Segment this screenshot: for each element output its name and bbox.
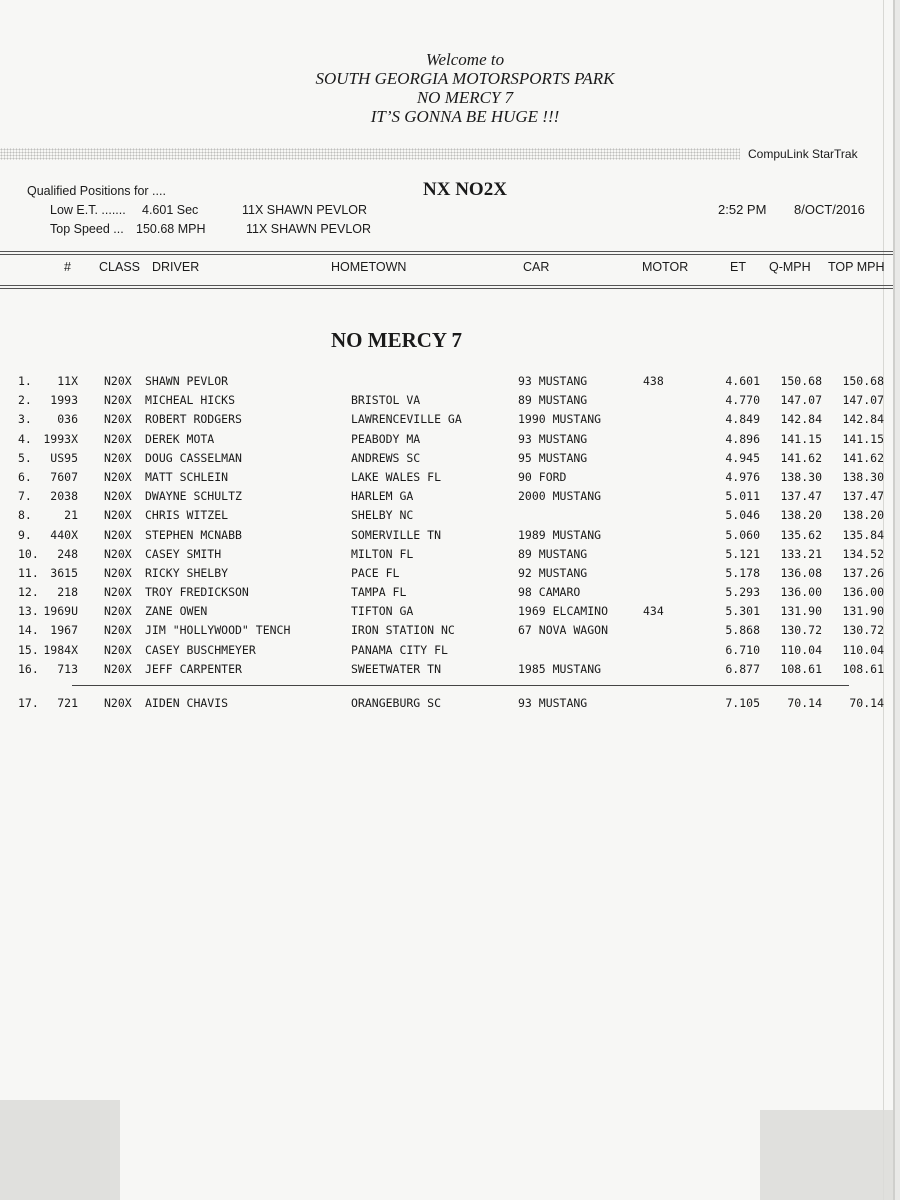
results-row: [0, 660, 893, 679]
cell-position: 2.: [18, 393, 32, 408]
cell-car: 1985 MUSTANG: [518, 661, 602, 676]
cell-et: 5.293: [725, 585, 760, 600]
results-row: [0, 545, 893, 564]
cell-qualifying-mph: 142.84: [780, 412, 822, 427]
cell-car-number: 2038: [50, 489, 78, 504]
cell-driver: DEREK MOTA: [145, 431, 215, 446]
cell-car: 95 MUSTANG: [518, 450, 588, 465]
cell-top-mph: 136.00: [842, 585, 884, 600]
col-header-topmph: TOP MPH: [828, 260, 885, 274]
cell-car-number: 21: [64, 508, 78, 523]
cell-hometown: PEABODY MA: [351, 431, 421, 446]
header-rule-top-double: [0, 254, 893, 255]
cell-position: 10.: [18, 546, 39, 561]
cell-position: 12.: [18, 585, 39, 600]
col-header-motor: MOTOR: [642, 260, 689, 274]
top-speed-label: Top Speed ...: [50, 222, 124, 236]
results-row: [0, 487, 893, 506]
results-row: [0, 641, 893, 660]
results-row: [0, 564, 893, 583]
cell-hometown: TAMPA FL: [351, 585, 407, 600]
cell-top-mph: 147.07: [842, 393, 884, 408]
qualifier-cutoff-line: [72, 685, 849, 686]
class-title: NX NO2X: [423, 179, 507, 200]
cell-qualifying-mph: 141.15: [780, 431, 822, 446]
cell-class: N20X: [104, 431, 132, 446]
cell-car-number: 1984X: [43, 642, 78, 657]
cell-top-mph: 150.68: [842, 374, 884, 388]
results-row: [0, 526, 893, 545]
cell-class: N20X: [104, 565, 132, 580]
cell-top-mph: 141.15: [842, 431, 884, 446]
cell-class: N20X: [104, 393, 132, 408]
cell-car-number: 11X: [57, 374, 78, 388]
cell-car-number: 218: [57, 585, 78, 600]
cell-position: 17.: [18, 696, 39, 710]
cell-qualifying-mph: 130.72: [780, 623, 822, 638]
cell-top-mph: 134.52: [842, 546, 884, 561]
cell-driver: JEFF CARPENTER: [145, 661, 242, 676]
col-header-car: CAR: [523, 260, 550, 274]
cell-driver: DWAYNE SCHULTZ: [145, 489, 242, 504]
cell-driver: ZANE OWEN: [145, 604, 208, 619]
cell-qualifying-mph: 133.21: [780, 546, 822, 561]
header-rule-bottom-double: [0, 288, 893, 289]
cell-driver: CHRIS WITZEL: [145, 508, 229, 523]
cell-car: 90 FORD: [518, 469, 567, 484]
cell-hometown: SOMERVILLE TN: [351, 527, 442, 542]
cell-et: 5.301: [725, 604, 760, 619]
cell-driver: TROY FREDICKSON: [145, 585, 249, 600]
results-row: [0, 602, 893, 621]
cell-et: 5.011: [725, 489, 760, 504]
cell-car: 2000 MUSTANG: [518, 489, 602, 504]
cell-position: 16.: [18, 661, 39, 676]
cell-class: N20X: [104, 412, 132, 427]
low-et-label: Low E.T. .......: [50, 203, 126, 217]
cell-driver: CASEY SMITH: [145, 546, 222, 561]
cell-hometown: ANDREWS SC: [351, 450, 421, 465]
cell-car: 89 MUSTANG: [518, 546, 588, 561]
cell-top-mph: 138.20: [842, 508, 884, 523]
cell-et: 4.896: [725, 431, 760, 446]
cell-position: 7.: [18, 489, 32, 504]
cell-driver: MATT SCHLEIN: [145, 469, 229, 484]
cell-class: N20X: [104, 450, 132, 465]
cell-car: 1989 MUSTANG: [518, 527, 602, 542]
cell-qualifying-mph: 136.00: [780, 585, 822, 600]
cell-car-number: 1967: [50, 623, 78, 638]
cell-position: 9.: [18, 527, 32, 542]
cell-car-number: 1993X: [43, 431, 78, 446]
cell-et: 4.849: [725, 412, 760, 427]
low-et-holder: 11X SHAWN PEVLOR: [242, 203, 368, 217]
results-row: [0, 449, 893, 468]
cell-driver: RICKY SHELBY: [145, 565, 229, 580]
cell-top-mph: 70.14: [849, 696, 884, 710]
cell-top-mph: 110.04: [842, 642, 884, 657]
cell-car-number: 721: [57, 696, 78, 710]
cell-qualifying-mph: 147.07: [780, 393, 822, 408]
cell-top-mph: 137.26: [842, 565, 884, 580]
results-row: [0, 430, 893, 449]
cell-qualifying-mph: 138.20: [780, 508, 822, 523]
cell-car: 1969 ELCAMINO: [518, 604, 609, 619]
col-header-et: ET: [730, 260, 746, 274]
cell-class: N20X: [104, 469, 132, 484]
cell-motor: 438: [643, 374, 664, 388]
cell-et: 4.770: [725, 393, 760, 408]
cell-driver: MICHEAL HICKS: [145, 393, 236, 408]
cell-qualifying-mph: 138.30: [780, 469, 822, 484]
cell-qualifying-mph: 137.47: [780, 489, 822, 504]
cell-car-number: 1993: [50, 393, 78, 408]
cell-car: 1990 MUSTANG: [518, 412, 602, 427]
cell-position: 15.: [18, 642, 39, 657]
cell-class: N20X: [104, 489, 132, 504]
cell-driver: DOUG CASSELMAN: [145, 450, 242, 465]
cell-position: 4.: [18, 431, 32, 446]
print-date: 8/OCT/2016: [794, 202, 865, 217]
results-row: [0, 468, 893, 487]
tape-strip-right: [760, 1110, 893, 1200]
cell-driver: STEPHEN MCNABB: [145, 527, 242, 542]
cell-position: 14.: [18, 623, 39, 638]
cell-qualifying-mph: 135.62: [780, 527, 822, 542]
cell-hometown: SWEETWATER TN: [351, 661, 442, 676]
cell-car-number: 440X: [50, 527, 78, 542]
cell-car-number: US95: [50, 450, 78, 465]
cell-car: 67 NOVA WAGON: [518, 623, 609, 638]
results-row: [0, 410, 893, 429]
results-row: [0, 391, 893, 410]
col-header-qmph: Q-MPH: [769, 260, 811, 274]
event-slogan: IT’S GONNA BE HUGE !!!: [370, 107, 560, 126]
cell-top-mph: 131.90: [842, 604, 884, 619]
col-header-hometown: HOMETOWN: [331, 260, 407, 274]
cell-car-number: 1969U: [43, 604, 78, 619]
cell-position: 3.: [18, 412, 32, 427]
cell-top-mph: 141.62: [842, 450, 884, 465]
tape-strip-left: [0, 1100, 120, 1200]
cell-top-mph: 142.84: [842, 412, 884, 427]
results-row: [0, 372, 893, 391]
cell-class: N20X: [104, 374, 132, 388]
col-header-class: CLASS: [99, 260, 140, 274]
cell-et: 6.710: [725, 642, 760, 657]
cell-car: 93 MUSTANG: [518, 374, 588, 388]
cell-et: 4.976: [725, 469, 760, 484]
cell-hometown: HARLEM GA: [351, 489, 414, 504]
cell-hometown: SHELBY NC: [351, 508, 414, 523]
cell-hometown: MILTON FL: [351, 546, 414, 561]
cell-qualifying-mph: 110.04: [780, 642, 822, 657]
cell-class: N20X: [104, 642, 132, 657]
col-header-driver: DRIVER: [152, 260, 200, 274]
cell-hometown: PACE FL: [351, 565, 400, 580]
cell-top-mph: 137.47: [842, 489, 884, 504]
cell-car: 92 MUSTANG: [518, 565, 588, 580]
cell-class: N20X: [104, 696, 132, 710]
cell-position: 13.: [18, 604, 39, 619]
cell-driver: ROBERT RODGERS: [145, 412, 242, 427]
cell-hometown: IRON STATION NC: [351, 623, 455, 638]
cell-motor: 434: [643, 604, 664, 619]
results-table: [0, 372, 893, 713]
cell-et: 7.105: [725, 696, 760, 710]
cell-et: 5.868: [725, 623, 760, 638]
cell-class: N20X: [104, 527, 132, 542]
cell-top-mph: 138.30: [842, 469, 884, 484]
cell-car-number: 713: [57, 661, 78, 676]
cell-driver: JIM "HOLLYWOOD" TENCH: [145, 623, 291, 638]
event-name: NO MERCY 7: [416, 88, 514, 107]
cell-qualifying-mph: 141.62: [780, 450, 822, 465]
col-header-num: #: [64, 260, 71, 274]
cell-position: 11.: [18, 565, 39, 580]
results-row: [0, 583, 893, 602]
cell-top-mph: 135.84: [842, 527, 884, 542]
cell-hometown: TIFTON GA: [351, 604, 414, 619]
cell-car-number: 7607: [50, 469, 78, 484]
cell-et: 6.877: [725, 661, 760, 676]
cell-et: 5.046: [725, 508, 760, 523]
cell-hometown: ORANGEBURG SC: [351, 696, 442, 710]
cell-top-mph: 108.61: [842, 661, 884, 676]
results-row: [0, 506, 893, 525]
cell-class: N20X: [104, 661, 132, 676]
cell-position: 6.: [18, 469, 32, 484]
dotted-divider: [0, 148, 740, 160]
cell-car-number: 036: [57, 412, 78, 427]
cell-position: 8.: [18, 508, 32, 523]
header-rule-top: [0, 251, 893, 252]
cell-class: N20X: [104, 604, 132, 619]
cell-et: 5.178: [725, 565, 760, 580]
cell-car-number: 248: [57, 546, 78, 561]
cell-driver: SHAWN PEVLOR: [145, 374, 229, 388]
cell-hometown: PANAMA CITY FL: [351, 642, 448, 657]
cell-car: 93 MUSTANG: [518, 431, 588, 446]
qualified-positions-label: Qualified Positions for ....: [27, 184, 166, 198]
low-et-value: 4.601 Sec: [142, 203, 199, 217]
cell-qualifying-mph: 70.14: [787, 696, 822, 710]
cell-et: 5.121: [725, 546, 760, 561]
track-name: SOUTH GEORGIA MOTORSPORTS PARK: [315, 69, 615, 88]
cell-qualifying-mph: 131.90: [780, 604, 822, 619]
cell-et: 4.601: [725, 374, 760, 388]
cell-qualifying-mph: 150.68: [780, 374, 822, 388]
cell-hometown: BRISTOL VA: [351, 393, 421, 408]
cell-hometown: LAWRENCEVILLE GA: [351, 412, 462, 427]
cell-class: N20X: [104, 508, 132, 523]
cell-qualifying-mph: 136.08: [780, 565, 822, 580]
cell-class: N20X: [104, 585, 132, 600]
cell-car: 98 CAMARO: [518, 585, 581, 600]
cell-hometown: LAKE WALES FL: [351, 469, 442, 484]
top-speed-row: [50, 222, 371, 236]
cell-top-mph: 130.72: [842, 623, 884, 638]
cell-car: 93 MUSTANG: [518, 696, 588, 710]
cell-driver: CASEY BUSCHMEYER: [145, 642, 256, 657]
welcome-banner: [0, 50, 900, 126]
low-et-row: [50, 203, 367, 217]
top-speed-value: 150.68 MPH: [136, 222, 206, 236]
results-row: [0, 621, 893, 640]
cell-car-number: 3615: [50, 565, 78, 580]
top-speed-holder: 11X SHAWN PEVLOR: [246, 222, 372, 236]
cell-qualifying-mph: 108.61: [780, 661, 822, 676]
cell-position: 5.: [18, 450, 32, 465]
header-rule-bottom: [0, 285, 893, 286]
cell-car: 89 MUSTANG: [518, 393, 588, 408]
print-time: 2:52 PM: [718, 202, 767, 217]
cell-class: N20X: [104, 623, 132, 638]
cell-driver: AIDEN CHAVIS: [145, 696, 229, 710]
cell-et: 5.060: [725, 527, 760, 542]
welcome-line: Welcome to: [425, 50, 505, 69]
timing-system-brand: CompuLink StarTrak: [748, 147, 858, 161]
cell-class: N20X: [104, 546, 132, 561]
cell-position: 1.: [18, 374, 32, 388]
results-row: [0, 694, 893, 713]
cell-et: 4.945: [725, 450, 760, 465]
event-title: NO MERCY 7: [331, 328, 463, 352]
